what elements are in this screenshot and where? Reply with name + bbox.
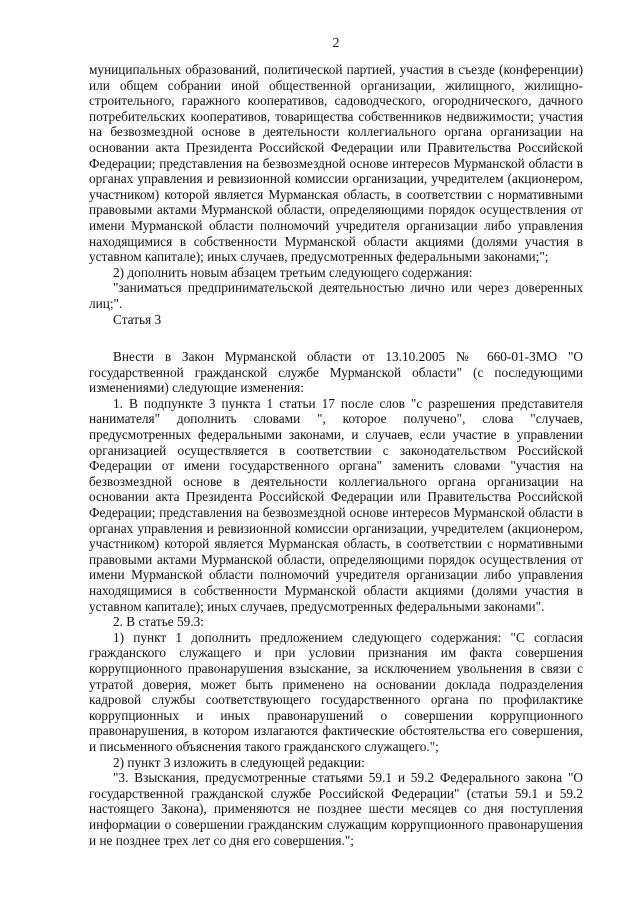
paragraph-point-2: 2. В статье 59.3: xyxy=(113,614,204,630)
paragraph-point-1: 1. В подпункте 3 пункта 1 статьи 17 после слов "с разрешения представителя нанимателя" дополнить словами ", которое получено", слова "случаев, предусмотренных федеральными законами, и случаев, если участие в управлении организацией осуществляется в соответствии с законодательством Российской Федерации от имени государственного органа" заменить словами "участия на безвозмездной основе в деятельности коллегиального органа организации на основании акта Президента Российской Федерации или Правительства Российской Федерации; представления на безвозмездной основе интересов Мурманской области в органах управления и ревизионной комиссии организации, учредителем (акционером, участником) которой является Мурманская область, в соответствии с нормативными правовыми актами Мурманской области, определяющими порядок осуществления от имени Мурманской области полномочий учредителя организации либо управления находящимися в собственности Мурманской области акциями (долями участия в уставном капитале); иных случаев, предусмотренных федеральными законами". xyxy=(89,395,583,614)
paragraph-continuation: муниципальных образований, политической партией, участия в съезде (конференции) или общем собрании иной общественной организации, жилищного, жилищно-строительного, гаражного кооперативов, садоводческого, огороднического, дачного потребительских кооперативов, товарищества собственников недвижимости; участия на безвозмездной основе в деятельности коллегиального органа организации на основании акта Президента Российской Федерации или Правительства Российской Федерации; представления на безвозмездной основе интересов Мурманской области в органах управления и ревизионной комиссии организации, учредителем (акционером, участником) которой является Мурманская область, в соответствии с нормативными правовыми актами Мурманской области, определяющими порядок осуществления от имени Мурманской области полномочий учредителя организации либо управления находящимися в собственности Мурманской области акциями (долями участия в уставном капитале); иных случаев, предусмотренных федеральными законами;"; xyxy=(89,62,583,265)
paragraph-quote: "заниматься предпринимательской деятельностью лично или через доверенных лиц;". xyxy=(89,280,583,311)
paragraph-intro: Внести в Закон Мурманской области от 13.10.2005 № 660-01-ЗМО "О государственной гражданской службе Мурманской области" (с последующими изменениями) следующие изменения: xyxy=(89,349,583,396)
paragraph-subpoint-1: 1) пункт 1 дополнить предложением следующего содержания: "С согласия гражданского служащего и при условии признания им факта совершения коррупционного правонарушения взыскание, за исключением увольнения в связи с утратой доверия, может быть применено на основании доклада подразделения кадровой службы соответствующего государственного органа по профилактике коррупционных и иных правонарушений о совершении коррупционного правонарушения, в котором излагаются фактические обстоятельства его совершения, и письменного объяснения такого гражданского служащего."; xyxy=(89,629,583,754)
paragraph-subpoint-2: 2) пункт 3 изложить в следующей редакции: xyxy=(113,754,365,770)
paragraph-new-text: "3. Взыскания, предусмотренные статьями 59.1 и 59.2 Федерального закона "О государственной гражданской службе Российской Федерации" (статьи 59.1 и 59.2 настоящего Закона), применяются не позднее шести месяцев со дня поступления информации о совершении гражданским служащим коррупционного правонарушения и не позднее трех лет со дня его совершения."; xyxy=(89,770,583,848)
paragraph-item-2: 2) дополнить новым абзацем третьим следующего содержания: xyxy=(113,264,473,280)
article-heading: Статья 3 xyxy=(113,311,162,327)
page-number: 2 xyxy=(332,36,340,51)
